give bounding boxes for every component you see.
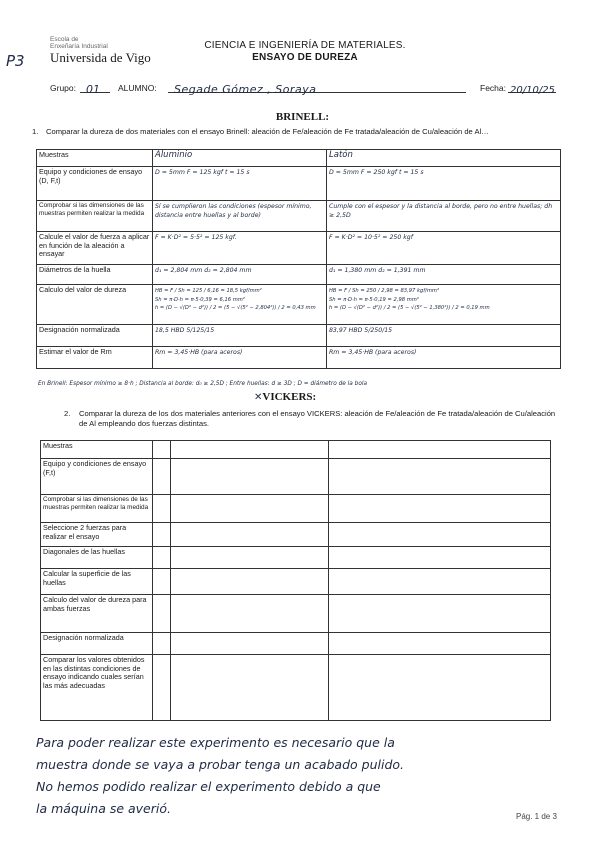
cell-b [327,232,561,265]
cell-b [327,150,561,167]
cell-b [329,633,551,655]
page-number: Pág. 1 de 3 [516,812,557,821]
cell-a-text: d₁ = 2,804 mm d₂ = 2,804 mm [155,267,252,274]
brinell-title: BRINELL: [275,111,330,123]
table-row [37,167,561,201]
row-label: Muestras [37,150,153,167]
table-row [41,655,551,721]
row-label: Diámetros de la huella [37,265,153,285]
group-field [80,80,110,96]
row-label: Calcular la superficie de las huellas [41,569,153,595]
table-row [37,265,561,285]
course-title: CIENCIA E INGENIERÍA DE MATERIALES. [204,40,406,51]
cell-a [171,547,329,569]
cell-a [171,523,329,547]
row-label: Estimar el valor de Rm [37,347,153,369]
vickers-question: Comparar la dureza de los dos materiales anteriores con el ensayo VICKERS: aleación de Fe/aleación de Fe tratada/aleación de Cu/aleación de Al empleando dos fuerzas distintas. [79,409,556,428]
row-label: Designación normalizada [37,325,153,347]
table-row [41,633,551,655]
vickers-title-text: VICKERS: [262,391,317,403]
row-label: Calculo del valor de dureza para ambas fuerzas [41,595,153,633]
footer-line: la máquina se averió. [36,801,171,816]
row-label: Muestras [41,441,153,459]
cell-b [329,595,551,633]
cell-a [171,655,329,721]
row-label: Comprobar si las dimensiones de las muestras permiten realizar la medida [37,201,153,232]
cell-a [171,595,329,633]
footer-line: muestra donde se vaya a probar tenga un acabado pulido. [36,757,405,772]
vickers-title [254,391,316,403]
footer-line: No hemos podido realizar el experimento debido a que [36,779,381,794]
brinell-question-number: 1. [32,127,39,136]
table-row [37,232,561,265]
cell-a [171,459,329,495]
student-value: Segade Gómez , Soraya [174,83,317,96]
table-row [37,285,561,325]
table-row [41,569,551,595]
cell-a [153,150,327,167]
cell-b [327,285,561,325]
cell-b-text: D = 5mm F = 250 kgf t = 15 s [329,169,424,176]
cell-b-text: HB = F / Sh = 250 / 2,98 = 83,97 kgf/mm² Sh = π·D·h = π·5·0,19 = 2,98 mm² h = (D − √(D² − d²)) / 2 = (5 − √(5² − 1,380²)) / 2 = 0,19 mm [329,288,490,312]
practice-title: ENSAYO DE DUREZA [252,52,358,63]
cell-a [153,325,327,347]
date-field [508,80,556,96]
cell-b [329,547,551,569]
cell-b-text: d₁ = 1,380 mm d₂ = 1,391 mm [329,267,426,274]
table-row [41,595,551,633]
brinell-note: En Brinell: Espesor mínimo ≥ 8·h ; Distancia al borde: d₀ ≥ 2,5D ; Entre huellas: d ≥ 3D ; D = diámetro de la bola [38,381,368,387]
cell-b [327,325,561,347]
table-row [41,441,551,459]
cell-b-text: Rm = 3,45·HB (para aceros) [329,349,417,356]
table-row [41,495,551,523]
cell-a [153,265,327,285]
cell-b-text: F = K·D² = 10·5² = 250 kgf [329,234,413,241]
row-label: Equipo y condiciones de ensayo (F,t) [41,459,153,495]
table-row [41,547,551,569]
logo-line-1: Escola de [50,36,79,43]
cell-b [329,655,551,721]
cell-a [171,441,329,459]
logo-line-2: Enxeñaría Industrial [50,43,108,50]
cell-b-text: Cumple con el espesor y la distancia al borde, pero no entre huellas; dh ≥ 2,5D [329,203,553,219]
cell-a-text: 18,5 HBD 5/125/15 [155,327,215,334]
cell-b [329,495,551,523]
row-label: Calcule el valor de fuerza a aplicar en función de la aleación a ensayar [37,232,153,265]
cell-b [329,569,551,595]
date-label: Fecha: [480,83,506,93]
cell-a-text: Aluminio [155,150,193,160]
table-row [37,150,561,167]
cell-a-text: Sí se cumplieron las condiciones (espesor mínimo, distancia entre huellas y al borde) [155,203,312,219]
table-row [37,325,561,347]
cell-b [329,523,551,547]
row-label: Comprobar si las dimensiones de las muestras permiten realizar la medida [41,495,153,523]
cell-b-text: Latón [329,150,353,160]
cell-b [327,167,561,201]
cell-a [153,285,327,325]
university-logo [50,36,160,66]
check-mark-icon: ✕ [254,392,263,403]
cell-a [153,347,327,369]
cell-b-text: 83,97 HBD 5/250/15 [329,327,393,334]
university-name: Universida de Vigo [50,50,151,65]
cell-b [327,347,561,369]
table-row [37,347,561,369]
vickers-question-number: 2. [64,409,71,418]
group-label: Grupo: [50,83,76,93]
cell-b [327,201,561,232]
cell-a-text: D = 5mm F = 125 kgf t = 15 s [155,169,250,176]
group-value: 01 [86,83,100,96]
student-field [168,80,466,96]
cell-a [171,633,329,655]
footer-note [36,732,596,820]
page-mark: P3 [6,52,25,70]
row-label: Comparar los valores obtenidos en las distintas condiciones de ensayo indicando cuales serían las más adecuadas [41,655,153,721]
table-row [37,201,561,232]
cell-b [329,441,551,459]
date-value: 20/10/25 [510,85,555,96]
student-label: ALUMNO: [118,83,157,93]
cell-a [153,232,327,265]
cell-a-text: Rm = 3,45·HB (para aceros) [155,349,243,356]
cell-a [171,569,329,595]
brinell-question: Comparar la dureza de dos materiales con el ensayo Brinell: aleación de Fe/aleación de Fe tratada/aleación de Cu/aleación de Al… [46,127,489,136]
footer-line: Para poder realizar este experimento es necesario que la [36,735,395,750]
brinell-table [36,149,561,369]
row-label: Diagonales de las huellas [41,547,153,569]
cell-a-text: HB = F / Sh = 125 / 6,16 = 18,5 kgf/mm² Sh = π·D·h = π·5·0,39 = 6,16 mm² h = (D − √(D² − d²)) / 2 = (5 − √(5² − 2,804²)) / 2 = 0,43 mm [155,288,316,312]
vickers-table [40,440,551,721]
cell-a-text: F = K·D² = 5·5² = 125 kgf. [155,234,237,241]
table-row [41,523,551,547]
cell-b [329,459,551,495]
table-row [41,459,551,495]
row-label: Seleccione 2 fuerzas para realizar el ensayo [41,523,153,547]
cell-a [171,495,329,523]
row-label: Equipo y condiciones de ensayo (D, F,t) [37,167,153,201]
row-label: Designación normalizada [41,633,153,655]
cell-b [327,265,561,285]
cell-a [153,201,327,232]
cell-a [153,167,327,201]
row-label: Calculo del valor de dureza [37,285,153,325]
